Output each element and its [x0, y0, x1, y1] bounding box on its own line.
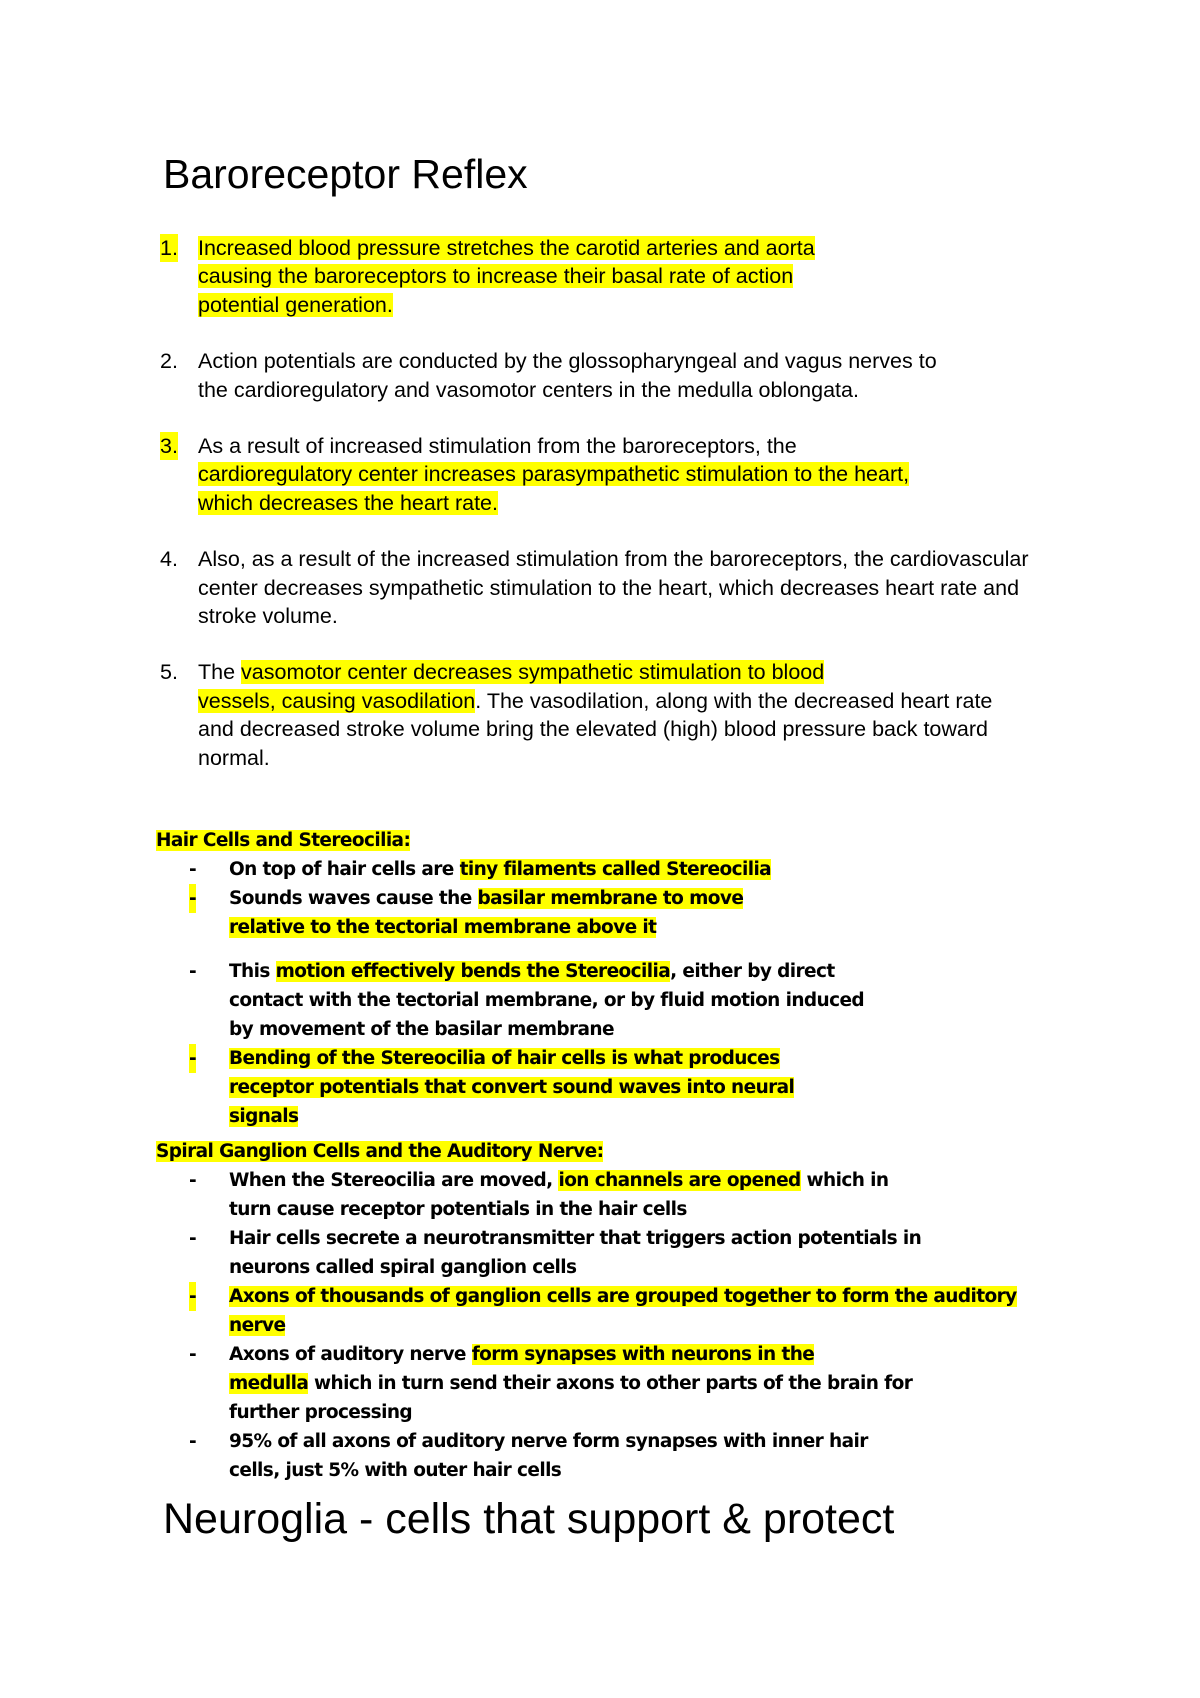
bullet-dash: -: [189, 1228, 197, 1249]
text-run: which in turn cause receptor potentials in the hair cells: [229, 1170, 889, 1220]
bullet-item: [156, 1282, 1056, 1340]
text-run: Action potentials are conducted by the glossopharyngeal and vagus nerves to the cardioregulatory and vasomotor centers in the medulla oblongata.: [198, 349, 937, 402]
text-highlight: basilar membrane to move: [477, 888, 744, 909]
text-run: The: [198, 660, 242, 685]
list-number: 4.: [160, 547, 178, 572]
bullet-dash: -: [189, 859, 197, 880]
text-highlight: receptor potentials that convert sound waves into neural: [229, 1077, 795, 1098]
text-run: . The vasodilation, along with the decreased heart rate and decreased stroke volume bring the elevated (high) blood pressure back toward normal.: [198, 688, 993, 770]
text-run: As a result of increased stimulation from the baroreceptors, the: [198, 434, 797, 459]
bullet-item: [156, 855, 1056, 884]
text-run: , either by direct contact with the tectorial membrane, or by fluid motion induced by movement of the basilar membrane: [229, 961, 865, 1040]
list-item-1: [160, 234, 938, 319]
text-highlight: Axons of thousands of ganglion cells are grouped together to form the auditory: [229, 1286, 1017, 1307]
text-highlight: ion channels are opened: [558, 1170, 801, 1191]
text-highlight: cardioregulatory center increases parasympathetic stimulation to the heart,: [198, 462, 910, 487]
numbered-list: [160, 234, 1060, 800]
section-spiral-ganglion: [156, 1137, 1056, 1485]
section-hair-cells: [156, 826, 1056, 1131]
page-title: Baroreceptor Reflex: [163, 151, 528, 197]
text-run: This: [229, 961, 276, 982]
text-highlight: which decreases the heart rate.: [198, 490, 498, 515]
bullet-item: [156, 957, 889, 1044]
bullet-item: [156, 1340, 929, 1427]
bullet-dash: -: [189, 1344, 197, 1365]
bullet-dash: -: [189, 884, 196, 913]
list-item-3: [160, 432, 1058, 517]
text-run: Hair cells secrete a neurotransmitter that triggers action potentials in neurons called spiral ganglion cells: [229, 1228, 922, 1278]
text-highlight: tiny filaments called Stereocilia: [459, 859, 772, 880]
bullet-item: [156, 1166, 889, 1224]
footer-title: Neuroglia - cells that support & protect: [163, 1495, 895, 1543]
text-highlight: causing the baroreceptors to increase their basal rate of action: [198, 264, 794, 289]
list-number: 2.: [160, 349, 178, 374]
list-item-4: [160, 545, 1058, 630]
bullet-dash: -: [189, 961, 197, 982]
bullet-dash: -: [189, 1044, 196, 1073]
text-highlight: relative to the tectorial membrane above it: [229, 917, 657, 938]
text-highlight: vessels, causing vasodilation: [198, 688, 476, 713]
text-highlight: nerve: [229, 1315, 286, 1336]
section-title: Spiral Ganglion Cells and the Auditory Nerve:: [156, 1141, 604, 1162]
bullet-dash: -: [189, 1431, 197, 1452]
text-highlight: vasomotor center decreases sympathetic stimulation to blood: [241, 660, 825, 685]
text-highlight: motion effectively bends the Stereocilia: [275, 961, 671, 982]
section-title: Hair Cells and Stereocilia:: [156, 830, 411, 851]
list-item-2: [160, 347, 963, 404]
text-run: On top of hair cells are: [229, 859, 460, 880]
bullet-item: [156, 884, 1056, 942]
text-run: Axons of auditory nerve: [229, 1344, 472, 1365]
text-run: When the Stereocilia are moved,: [229, 1170, 559, 1191]
text-run: which in turn send their axons to other parts of the brain for further processing: [229, 1373, 913, 1423]
bullet-item: [156, 1224, 929, 1282]
bullet-dash: -: [189, 1170, 197, 1191]
text-highlight: signals: [229, 1106, 299, 1127]
list-number: 5.: [160, 660, 178, 685]
list-number: 3.: [160, 432, 178, 460]
text-highlight: potential generation.: [198, 292, 393, 317]
text-highlight: Bending of the Stereocilia of hair cells is what produces: [229, 1048, 780, 1069]
text-run: 95% of all axons of auditory nerve form synapses with inner hair cells, just 5% with outer hair cells: [229, 1431, 868, 1481]
list-number: 1.: [160, 234, 178, 262]
bullet-dash: -: [189, 1282, 196, 1311]
bullet-item: [156, 1427, 889, 1485]
text-run: Also, as a result of the increased stimulation from the baroreceptors, the cardiovascular center decreases sympathetic stimulation to the heart, which decreases heart rate and stroke volume.: [198, 547, 1029, 629]
list-item-5: [160, 658, 1018, 772]
bullet-item: [156, 1044, 1056, 1131]
text-highlight: Increased blood pressure stretches the carotid arteries and aorta: [198, 236, 815, 260]
text-run: Sounds waves cause the: [229, 888, 478, 909]
text-highlight: medulla: [229, 1373, 309, 1394]
text-highlight: form synapses with neurons in the: [471, 1344, 815, 1365]
